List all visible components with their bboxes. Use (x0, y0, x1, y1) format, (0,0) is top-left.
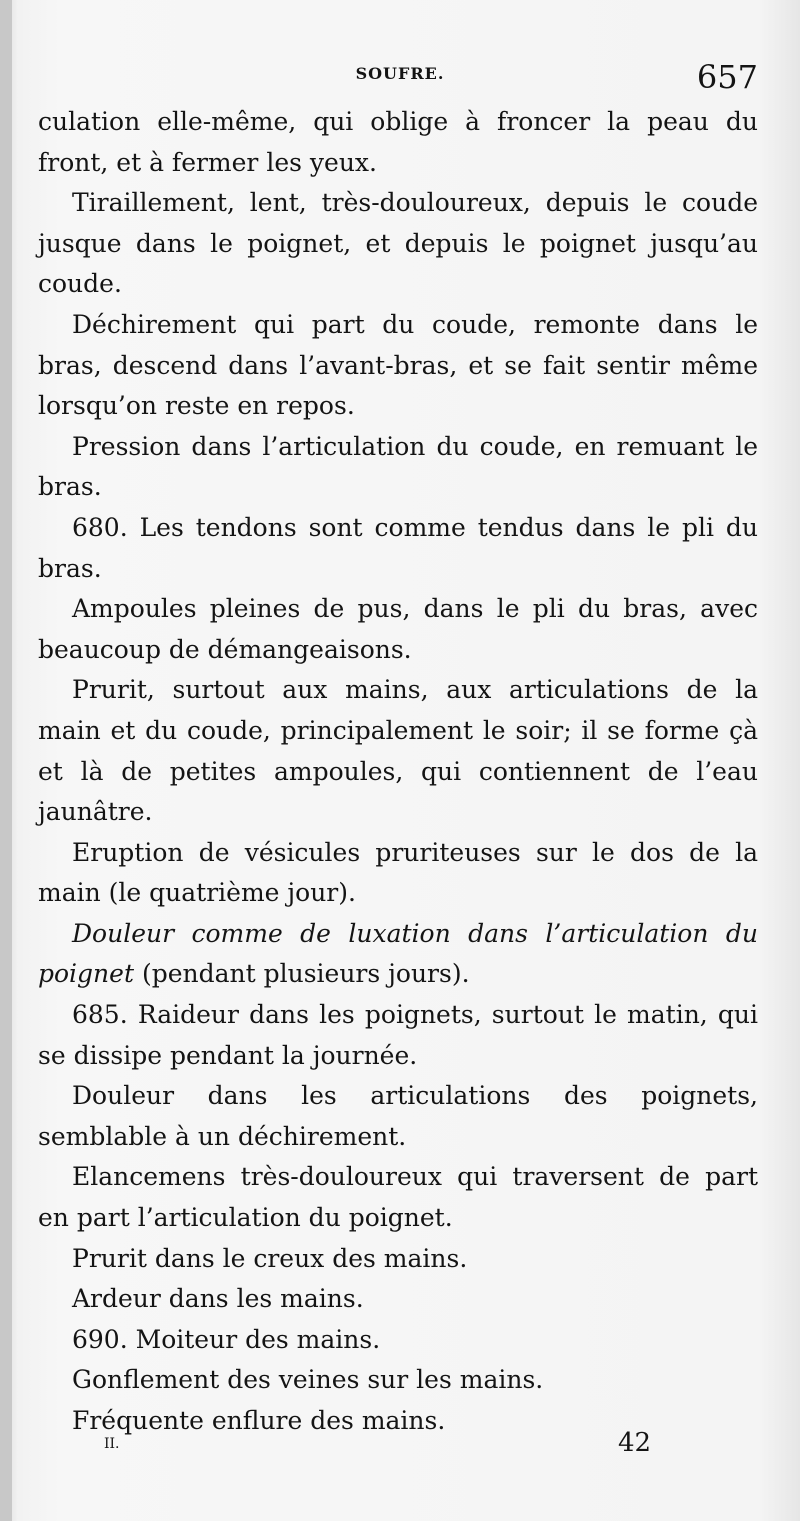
paragraph-text: Pression dans l’articulation du coude, en remuant le bras. (38, 431, 758, 502)
paragraph (38, 427, 758, 508)
paragraph (38, 914, 758, 995)
gathering-folio: 42 (618, 1428, 652, 1458)
paragraph-text: Tiraillement, lent, très-douloureux, depuis le coude jusque dans le poignet, et depuis le poignet jusqu’au coude. (38, 188, 758, 299)
paragraph (38, 670, 758, 832)
paragraph (38, 1360, 758, 1401)
italic-text: Douleur comme de luxation dans l’articulation du poignet (38, 918, 758, 989)
paragraph (38, 589, 758, 670)
paragraph-text: Prurit, surtout aux mains, aux articulations de la main et du coude, principalement le soir; il se forme çà et là de petites ampoules, qui contiennent de l’eau jaunâtre. (38, 675, 758, 827)
paragraph (38, 102, 758, 183)
paragraph-text: culation elle-même, qui oblige à froncer la peau du front, et à fermer les yeux. (38, 107, 758, 177)
paragraph-text: (pendant plusieurs jours). (134, 959, 470, 989)
paragraph-text: Ampoules pleines de pus, dans le pli du bras, avec beaucoup de démangeaisons. (38, 594, 758, 664)
paragraph (38, 1320, 758, 1361)
page-number: 657 (696, 58, 758, 96)
running-head: SOUFRE. (355, 64, 445, 83)
paragraph-text: Elancemens très-douloureux qui traversent de part en part l’articulation du poignet. (38, 1162, 758, 1233)
paragraph (38, 833, 758, 914)
body-text (38, 102, 758, 1442)
paragraph (38, 508, 758, 589)
paragraph-text: Ardeur dans les mains. (72, 1284, 364, 1314)
paragraph-text: Fréquente enflure des mains. (72, 1406, 446, 1435)
signature-mark: II. (104, 1436, 120, 1452)
paragraph-text: 690. Moiteur des mains. (72, 1324, 381, 1354)
paragraph (38, 305, 758, 427)
paragraph (38, 995, 758, 1076)
page-footer (40, 1428, 760, 1468)
page-header (40, 58, 760, 98)
paragraph (38, 1157, 758, 1238)
paragraph-text: Déchirement qui part du coude, remonte dans le bras, descend dans l’avant-bras, et se fait sentir même lorsqu’on reste en repos. (38, 309, 758, 421)
paragraph (38, 1279, 758, 1320)
paragraph-text: Gonflement des veines sur les mains. (72, 1365, 544, 1395)
paragraph (38, 1239, 758, 1280)
paragraph-text: 680. Les tendons sont comme tendus dans le pli du bras. (38, 512, 758, 583)
paragraph-text: Prurit dans le creux des mains. (72, 1243, 468, 1273)
paragraph (38, 1076, 758, 1157)
paragraph (38, 183, 758, 305)
paragraph-text: Eruption de vésicules pruriteuses sur le dos de la main (le quatrième jour). (38, 837, 758, 908)
paragraph-text: 685. Raideur dans les poignets, surtout le matin, qui se dissipe pendant la journée. (38, 1000, 758, 1070)
paragraph-text: Douleur dans les articulations des poignets, semblable à un déchirement. (38, 1081, 758, 1151)
